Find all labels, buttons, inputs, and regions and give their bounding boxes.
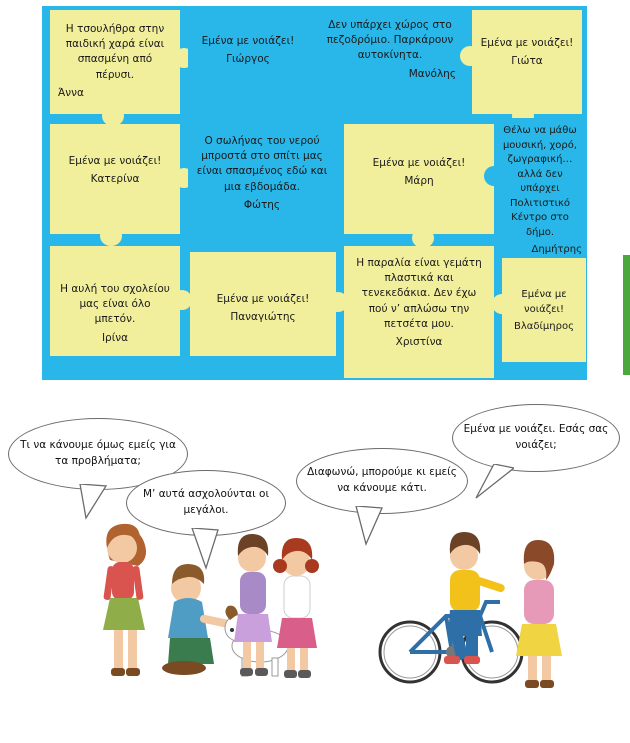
puzzle-piece-giorgos (188, 10, 308, 114)
puzzle-piece-speaker: Παναγιώτης (230, 311, 296, 324)
puzzle-piece-text: Εμένα με νοιάζει! (201, 35, 295, 47)
puzzle-knob (172, 290, 192, 310)
puzzle-piece-speaker: Φώτης (243, 198, 281, 211)
puzzle-piece-text: Η παραλία είναι γεμάτη πλαστικά και τενεκεδάκια. Δεν έχω πού ν’ απλώσω την πετσέτα μου. (356, 257, 482, 330)
puzzle-piece-speaker: Μανόλης (408, 67, 456, 80)
puzzle-piece-christina (344, 246, 494, 378)
puzzle-piece-text: Εμένα με νοιάζει! (68, 155, 162, 167)
puzzle-piece-speaker: Βλαδίμηρος (514, 321, 574, 332)
puzzle-piece-text: Εμένα με νοιάζει! (480, 37, 574, 49)
puzzle-piece-irina (50, 246, 180, 356)
speech-bubble-text: Τι να κάνουμε όμως εμείς για τα προβλήματα; (20, 439, 176, 467)
puzzle-piece-vladimiros (502, 258, 586, 362)
puzzle-piece-anna (50, 10, 180, 114)
puzzle-piece-speaker: Χριστίνα (395, 336, 443, 349)
figure-boy-bicycle (444, 532, 506, 664)
speech-bubble-text: Διαφωνώ, μπορούμε κι εμείς να κάνουμε κάτι. (307, 466, 457, 494)
puzzle-piece-text: Ο σωλήνας του νερού μπροστά στο σπίτι μας είναι σπασμένος εδώ και μια εβδομάδα. (196, 135, 328, 193)
puzzle-piece-speaker: Δημήτρης (531, 244, 582, 255)
puzzle-piece-text: Εμένα με νοιάζει! (521, 289, 567, 315)
puzzle-piece-manolis (316, 10, 464, 114)
puzzle-piece-text: Θέλω να μάθω μουσική, χορό, ζωγραφική… αλλά δεν υπάρχει Πολιτιστικό Κέντρο στο δήμο. (502, 125, 578, 238)
puzzle-knob (460, 46, 480, 66)
puzzle-piece-speaker: Ιρίνα (101, 331, 129, 344)
speech-bubble-text: Μ’ αυτά ασχολούνται οι μεγάλοι. (142, 488, 270, 516)
puzzle-piece-text: Εμένα με νοιάζει! (216, 293, 310, 305)
puzzle-panel (42, 6, 587, 380)
puzzle-piece-text: Η αυλή του σχολείου μας είναι όλο μπετόν. (60, 283, 170, 326)
figure-girl-right (516, 540, 562, 688)
puzzle-knob (102, 106, 124, 126)
puzzle-piece-speaker: Κατερίνα (90, 173, 140, 186)
puzzle-piece-panagiotis (190, 252, 336, 356)
puzzle-piece-speaker: Μάρη (404, 175, 434, 188)
puzzle-piece-text: Η τσουλήθρα στην παιδική χαρά είναι σπασμένη από πέρυσι. (65, 23, 165, 81)
puzzle-piece-speaker: Άννα (58, 86, 84, 99)
speech-bubble-4 (452, 404, 620, 472)
puzzle-piece-speaker: Γιώργος (226, 53, 270, 66)
figure-boy-crouching (162, 564, 232, 675)
comic-scene (0, 392, 630, 743)
puzzle-piece-fotis (188, 124, 336, 242)
puzzle-piece-speaker: Γιώτα (511, 55, 543, 68)
speech-bubble-3 (296, 448, 468, 514)
puzzle-piece-katerina (50, 124, 180, 234)
puzzle-piece-text: Εμένα με νοιάζει! (372, 157, 466, 169)
puzzle-piece-mari (344, 124, 494, 234)
speech-bubble-4-tail (470, 464, 514, 508)
puzzle-piece-text: Δεν υπάρχει χώρος στο πεζοδρόμιο. Παρκάρουν αυτοκίνητα. (326, 19, 454, 62)
puzzle-knob (484, 166, 504, 186)
children-illustration (80, 510, 600, 740)
puzzle-knob (412, 228, 434, 248)
puzzle-knob (100, 226, 122, 246)
puzzle-knob (492, 294, 512, 314)
puzzle-knob (248, 112, 270, 130)
speech-bubble-text: Εμένα με νοιάζει. Εσάς σας νοιάζει; (463, 423, 609, 451)
puzzle-piece-dimitris (494, 118, 586, 255)
green-accent-bar (623, 255, 630, 375)
figure-girl-left (103, 524, 146, 676)
puzzle-piece-giota (472, 10, 582, 114)
